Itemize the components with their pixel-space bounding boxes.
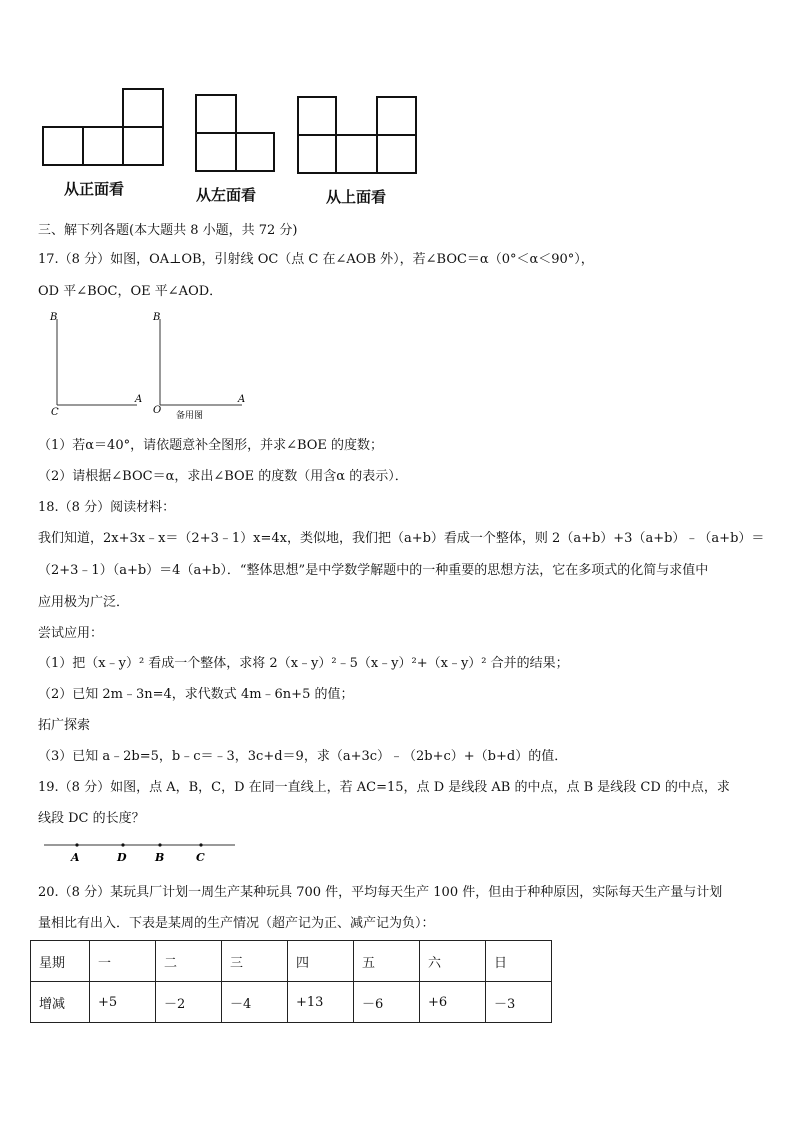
q17-left-label-b: B <box>50 312 58 323</box>
q17-figure <box>40 305 260 425</box>
q18-title: 18.（8 分）阅读材料： <box>38 500 176 515</box>
production-table <box>30 940 552 1023</box>
table-cell: －6 <box>354 982 420 1023</box>
q19-point-a: A <box>71 851 80 864</box>
table-row <box>31 941 552 982</box>
table-cell: +13 <box>288 982 354 1023</box>
table-cell: 增减 <box>31 982 90 1023</box>
table-cell: 星期 <box>31 941 90 982</box>
q18-para-line1: 我们知道，2x+3x﹣x＝（2+3﹣1）x=4x，类似地，我们把（a+b）看成一个整体，则 2（a+b）+3（a+b）﹣（a+b）＝ <box>38 531 765 546</box>
table-cell: 五 <box>354 941 420 982</box>
section-heading: 三、解下列各题(本大题共 8 小题，共 72 分) <box>38 223 298 238</box>
table-row <box>31 982 552 1023</box>
q19-point-b: B <box>155 851 165 864</box>
table-cell: +5 <box>90 982 156 1023</box>
table-cell: 二 <box>156 941 222 982</box>
q19-stem-line1: 19.（8 分）如图，点 A，B，C，D 在同一直线上，若 AC=15，点 D 是线段 AB 的中点，点 B 是线段 CD 的中点，求 <box>38 780 730 795</box>
top-view-caption: 从上面看 <box>326 188 387 206</box>
table-cell: －4 <box>222 982 288 1023</box>
three-view-figure <box>0 85 460 180</box>
table-cell: 六 <box>420 941 486 982</box>
q17-part2: （2）请根据∠BOC＝α，求出∠BOE 的度数（用含α 的表示）． <box>38 469 408 484</box>
front-view-drawing <box>43 89 163 165</box>
q17-right-label-b: B <box>153 312 161 323</box>
q19-point-d: D <box>117 851 127 864</box>
q20-stem-line1: 20.（8 分）某玩具厂计划一周生产某种玩具 700 件，平均每天生产 100 件，但由于种种原因，实际每天生产量与计划 <box>38 885 723 900</box>
q18-part3: （3）已知 a﹣2b=5，b﹣c＝﹣3，3c+d＝9，求（a+3c）﹣（2b+c）+（b+d）的值． <box>38 749 568 764</box>
q17-stem-line1: 17.（8 分）如图，OA⊥OB，引射线 OC（点 C 在∠AOB 外），若∠BOC＝α（0°＜α＜90°）， <box>38 252 594 267</box>
q17-spare-caption: 备用图 <box>176 411 204 421</box>
q18-part1: （1）把（x﹣y）² 看成一个整体，求将 2（x﹣y）²﹣5（x﹣y）²+（x﹣y）² 合并的结果； <box>38 656 569 671</box>
q17-right-label-a: A <box>238 394 246 405</box>
table-cell: －3 <box>486 982 552 1023</box>
table-cell: 四 <box>288 941 354 982</box>
q18-try-heading: 尝试应用： <box>38 626 104 641</box>
q19-number-line <box>40 836 240 866</box>
table-cell: －2 <box>156 982 222 1023</box>
front-view-caption: 从正面看 <box>64 180 125 198</box>
table-cell: 三 <box>222 941 288 982</box>
table-cell: 一 <box>90 941 156 982</box>
q18-part2: （2）已知 2m﹣3n=4，求代数式 4m﹣6n+5 的值； <box>38 687 354 702</box>
q18-para-line3: 应用极为广泛． <box>38 595 130 610</box>
q17-part1: （1）若α＝40°，请依题意补全图形，并求∠BOE 的度数； <box>38 438 384 453</box>
left-view-caption: 从左面看 <box>196 186 257 204</box>
q19-stem-line2: 线段 DC 的长度？ <box>38 811 145 826</box>
q17-left-label-c: C <box>51 407 59 418</box>
q17-stem-line2: OD 平∠BOC，OE 平∠AOD． <box>38 284 223 299</box>
q20-stem-line2: 量相比有出入．下表是某周的生产情况（超产记为正、减产记为负）： <box>38 916 435 931</box>
top-view-drawing <box>298 97 416 173</box>
table-cell: 日 <box>486 941 552 982</box>
q18-extend-heading: 拓广探索 <box>38 718 91 733</box>
q17-right-label-o: O <box>153 405 162 416</box>
q18-para-line2: （2+3﹣1）（a+b）＝4（a+b）．“整体思想”是中学数学解题中的一种重要的思想方法，它在多项式的化简与求值中 <box>38 563 709 578</box>
left-view-drawing <box>196 95 274 171</box>
table-cell: +6 <box>420 982 486 1023</box>
q17-left-label-a: A <box>135 394 143 405</box>
q19-point-c: C <box>196 851 205 864</box>
